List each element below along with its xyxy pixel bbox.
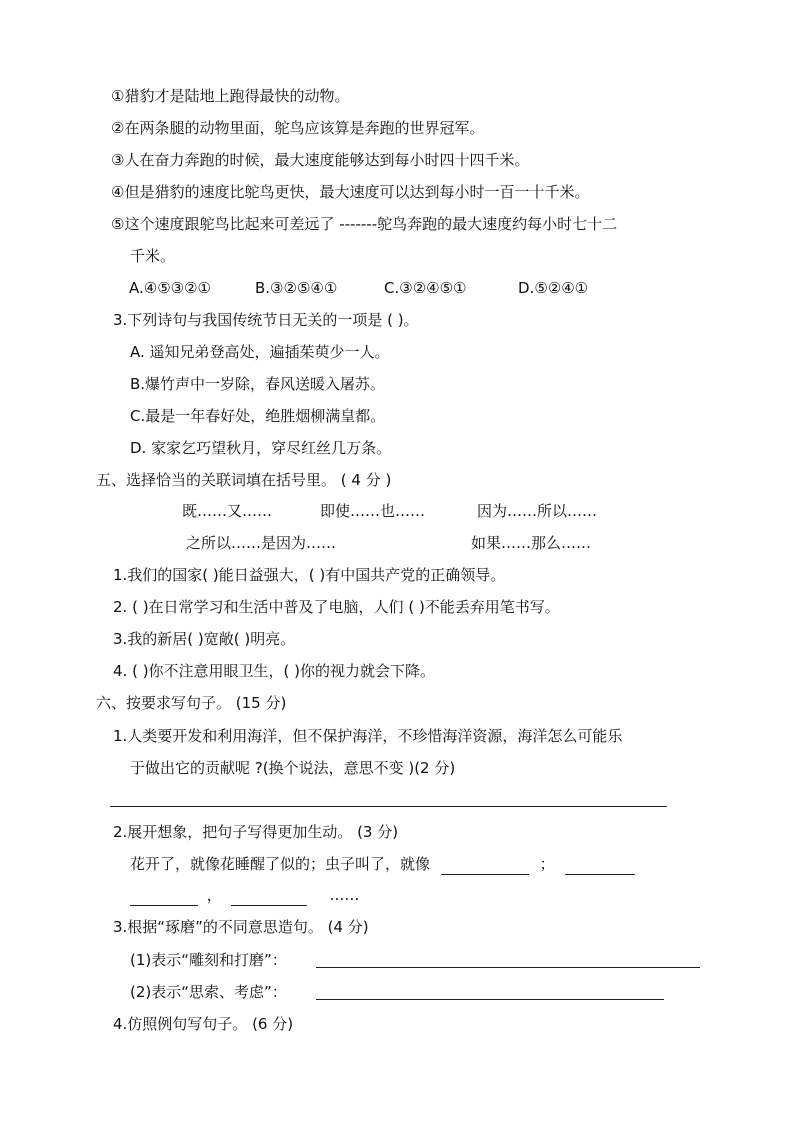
section5-item-1: 1.我们的国家( )能日益强大，( )有中国共产党的正确领导。 [113,566,506,584]
word-bank-5: 如果……那么…… [471,534,592,552]
q4-option-d: D.⑤②④① [518,279,589,297]
word-bank-4: 之所以……是因为…… [186,534,337,552]
section5-title: 五、选择恰当的关联词填在括号里。 ( 4 分 ) [96,471,392,489]
section6-q2-line2 [130,884,359,906]
section6-q3-title: 3.根据“琢磨”的不同意思造句。 (4 分) [113,918,369,936]
section6-q2-line1 [130,853,635,875]
answer-line-q3a[interactable] [316,967,700,968]
blank-4[interactable] [231,889,307,906]
q4-sentence-1: ①猎豹才是陆地上跑得最快的动物。 [111,87,350,105]
section6-title: 六、按要求写句子。 (15 分) [96,694,287,712]
word-bank-1: 既……又…… [182,502,273,520]
q2-sep-2: ， [206,886,222,904]
q2-sep-1: ； [539,855,555,873]
q4-sentence-3: ③人在奋力奔跑的时候，最大速度能够达到每小时四十四千米。 [111,151,530,169]
word-bank-3: 因为……所以…… [477,502,598,520]
answer-line-q1[interactable] [110,806,667,807]
section6-q4-title: 4.仿照例句写句子。 (6 分) [113,1015,294,1033]
section6-q2-title: 2.展开想象，把句子写得更加生动。 (3 分) [113,823,399,841]
q4-option-c: C.③②④⑤① [384,279,467,297]
q3-option-a: A. 遥知兄弟登高处，遍插茱萸少一人。 [130,343,390,361]
q3-stem: 3.下列诗句与我国传统节日无关的一项是 ( )。 [113,311,419,329]
answer-line-q3b[interactable] [316,999,664,1000]
section6-q3-b: (2)表示“思索、考虑”： [130,983,287,1001]
q3-option-d: D. 家家乞巧望秋月，穿尽红丝几万条。 [130,439,392,457]
q4-option-b: B.③②⑤④① [255,279,338,297]
section5-item-2: 2. ( )在日常学习和生活中普及了电脑，人们 ( )不能丢弃用笔书写。 [113,598,560,616]
q4-option-a: A.④⑤③②① [129,279,212,297]
section6-q1-line1: 1.人类要开发和利用海洋，但不保护海洋，不珍惜海洋资源，海洋怎么可能乐 [113,727,623,745]
blank-1[interactable] [441,858,529,875]
q4-sentence-4: ④但是猎豹的速度比鸵鸟更快，最大速度可以达到每小时一百一十千米。 [111,183,590,201]
q4-sentence-2: ②在两条腿的动物里面，鸵鸟应该算是奔跑的世界冠军。 [111,119,485,137]
q3-option-b: B.爆竹声中一岁除，春风送暖入屠苏。 [130,375,386,393]
section6-q3-a: (1)表示“雕刻和打磨”： [130,951,287,969]
q2-ellipsis: …… [329,886,360,904]
section5-item-3: 3.我的新居( )宽敞( )明亮。 [113,630,296,648]
q4-sentence-5-cont: 千米。 [130,247,176,265]
blank-3[interactable] [130,889,198,906]
section6-q1-line2: 于做出它的贡献呢 ?(换个说法，意思不变 )(2 分) [130,759,456,777]
section6-q2-text: 花开了，就像花睡醒了似的；虫子叫了，就像 [130,855,431,873]
word-bank-2: 即使……也…… [320,502,426,520]
section5-item-4: 4. ( )你不注意用眼卫生，( )你的视力就会下降。 [113,662,436,680]
q4-sentence-5: ⑤这个速度跟鸵鸟比起来可差远了 -------鸵鸟奔跑的最大速度约每小时七十二 [111,215,618,233]
blank-2[interactable] [565,858,635,875]
q3-option-c: C.最是一年春好处，绝胜烟柳满皇都。 [130,407,386,425]
